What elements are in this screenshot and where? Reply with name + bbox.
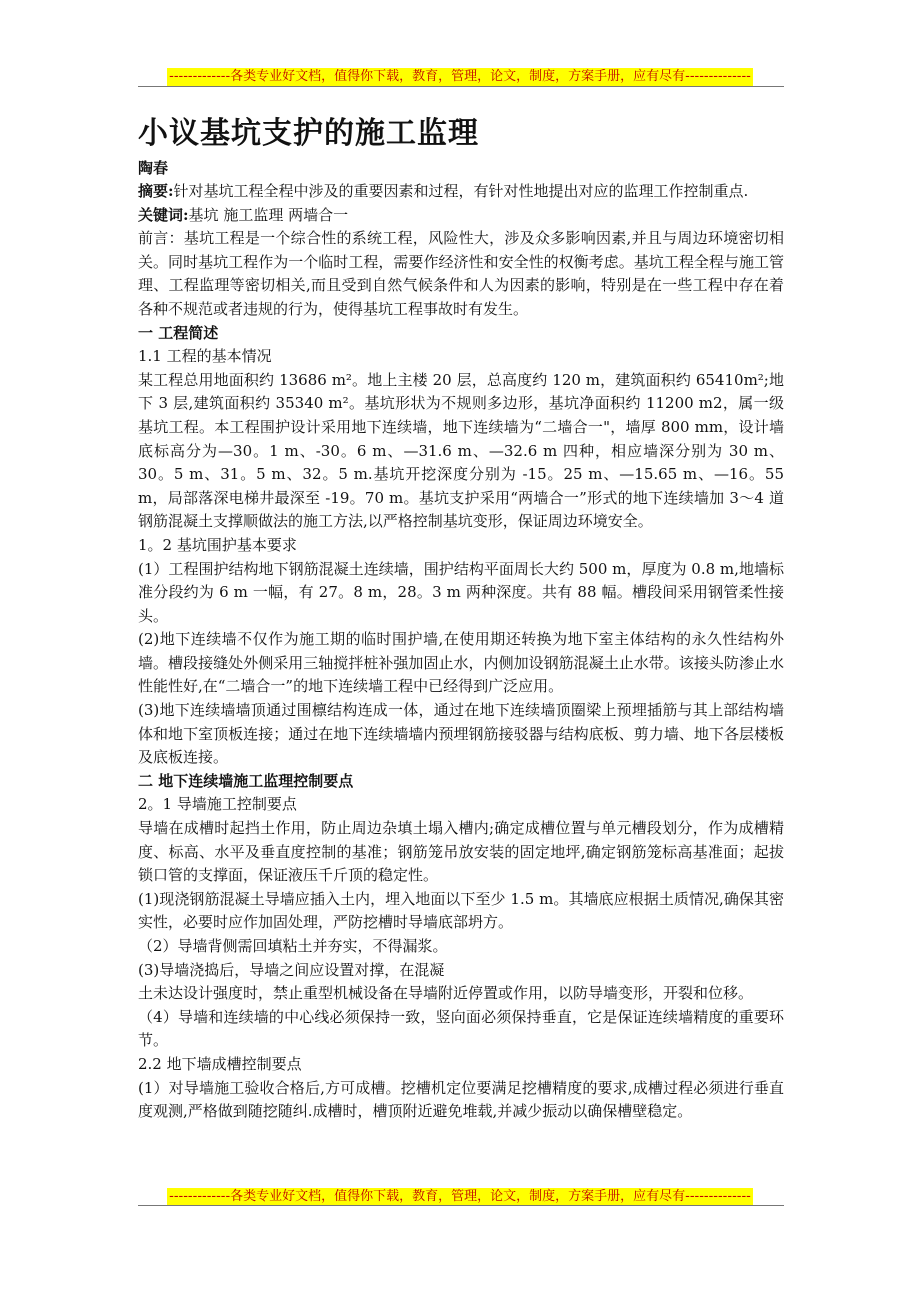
section-heading-1: 一 工程简述 <box>138 323 219 342</box>
paragraph-2-2-item-1: (1）对导墙施工验收合格后,方可成槽。挖槽机定位要满足挖槽精度的要求,成槽过程必须进行垂直度观测,严格做到随挖随纠.成槽时，槽顶附近避免堆载,并减少振动以确保槽壁稳定。 <box>138 1078 784 1121</box>
document-body <box>138 112 784 1124</box>
paragraph-1-2-item-1: (1）工程围护结构地下钢筋混凝土连续墙，围护结构平面周长大约 500 m，厚度为 0.8 m,地墙标准分段约为 6 m 一幅，有 27。8 m，28。3 m 两种深度。共有 88 幅。槽段间采用钢管柔性接头。 <box>138 559 784 625</box>
subsection-heading-2-1: 2。1 导墙施工控制要点 <box>138 795 297 814</box>
document-title: 小议基坑支护的施工监理 <box>138 116 479 151</box>
paragraph-2-1: 导墙在成槽时起挡土作用，防止周边杂填土塌入槽内;确定成槽位置与单元槽段划分，作为成槽精度、标高、水平及垂直度控制的基准；钢筋笼吊放安装的固定地坪,确定钢筋笼标高基准面；起拔锁口管的支撑面，保证液压千斤顶的稳定性。 <box>138 819 784 885</box>
section-heading-2: 二 地下连续墙施工监理控制要点 <box>138 771 354 790</box>
keywords-label: 关键词: <box>138 205 189 224</box>
paragraph-2-1-item-2: （2）导墙背侧需回填粘土并夯实，不得漏浆。 <box>138 937 448 955</box>
keywords-text: 基坑 施工监理 两墙合一 <box>188 205 349 224</box>
header-banner-text: -------------各类专业好文档，值得你下载，教育，管理，论文，制度，方案手册，应有尽有-------------- <box>169 69 751 84</box>
abstract-text: 针对基坑工程全程中涉及的重要因素和过程，有针对性地提出对应的监理工作控制重点. <box>173 182 749 200</box>
footer-banner-text: -------------各类专业好文档，值得你下载，教育，管理，论文，制度，方案手册，应有尽有-------------- <box>169 1189 751 1204</box>
subsection-heading-2-2: 2.2 地下墙成槽控制要点 <box>138 1054 302 1073</box>
footer-banner <box>0 1185 920 1206</box>
subsection-heading-1-2: 1。2 基坑围护基本要求 <box>138 535 297 554</box>
preface-paragraph: 前言：基坑工程是一个综合性的系统工程，风险性大，涉及众多影响因素,并且与周边环境密切相关。同时基坑工程作为一个临时工程，需要作经济性和安全性的权衡考虑。基坑工程全程与施工管理、工程监理等密切相关,而且受到自然气候条件和人为因素的影响，特别是在一些工程中存在着各种不规范或者违规的行为，使得基坑工程事故时有发生。 <box>138 229 784 318</box>
footer-rule <box>138 1205 784 1206</box>
paragraph-2-1-item-3: (3)导墙浇捣后，导墙之间应设置对撑，在混凝 <box>138 960 445 979</box>
subsection-heading-1-1: 1.1 工程的基本情况 <box>138 347 272 366</box>
abstract <box>138 180 784 204</box>
header-rule <box>138 86 784 87</box>
header-banner <box>0 65 920 86</box>
paragraph-2-1-item-1: (1)现浇钢筋混凝土导墙应插入土内，埋入地面以下至少 1.5 m。其墙底应根据土质情况,确保其密实性，必要时应作加固处理，严防挖槽时导墙底部坍方。 <box>138 889 784 932</box>
paragraph-1-2-item-3: (3)地下连续墙墙顶通过围檩结构连成一体，通过在地下连续墙顶圈梁上预埋插筋与其上部结构墙体和地下室顶板连接；通过在地下连续墙墙内预埋钢筋接驳器与结构底板、剪力墙、地下各层楼板及底板连接。 <box>138 701 784 767</box>
paragraph-1-1: 某工程总用地面积约 13686 m²。地上主楼 20 层，总高度约 120 m，建筑面积约 65410m²;地下 3 层,建筑面积约 35340 m²。基坑形状为不规则多边形，基坑净面积约 11200 m2，属一级基坑工程。本工程围护设计采用地下连续墙，地下连续墙为“二墙合一"，墙厚 800 mm，设计墙底标高分为—30。1 m、-30。6 m、—31.6 m、—32.6 m 四种，相应墙深分别为 30 m、30。5 m、31。5 m、32。5 m.基坑开挖深度分别为 -15。25 m、—15.65 m、—16。55 m，局部落深电梯井最深至 -19。70 m。基坑支护采用“两墙合一”形式的地下连续墙加 3～4 道钢筋混凝土支撑顺做法的施工方法,以严格控制基坑变形，保证周边环境安全。 <box>138 370 784 531</box>
paragraph-2-1-item-4: （4）导墙和连续墙的中心线必须保持一致，竖向面必须保持垂直，它是保证连续墙精度的重要环节。 <box>138 1007 784 1050</box>
abstract-label: 摘要: <box>138 182 174 200</box>
keywords <box>138 204 784 228</box>
paragraph-2-1-item-3-continued: 土未达设计强度时，禁止重型机械设备在导墙附近停置或作用，以防导墙变形，开裂和位移。 <box>138 984 754 1003</box>
document-author: 陶春 <box>138 159 169 177</box>
paragraph-1-2-item-2: (2)地下连续墙不仅作为施工期的临时围护墙,在使用期还转换为地下室主体结构的永久性结构外墙。槽段接缝处外侧采用三轴搅拌桩补强加固止水，内侧加设钢筋混凝土止水带。该接头防渗止水性能性好,在“二墙合一”的地下连续墙工程中已经得到广泛应用。 <box>138 630 784 696</box>
